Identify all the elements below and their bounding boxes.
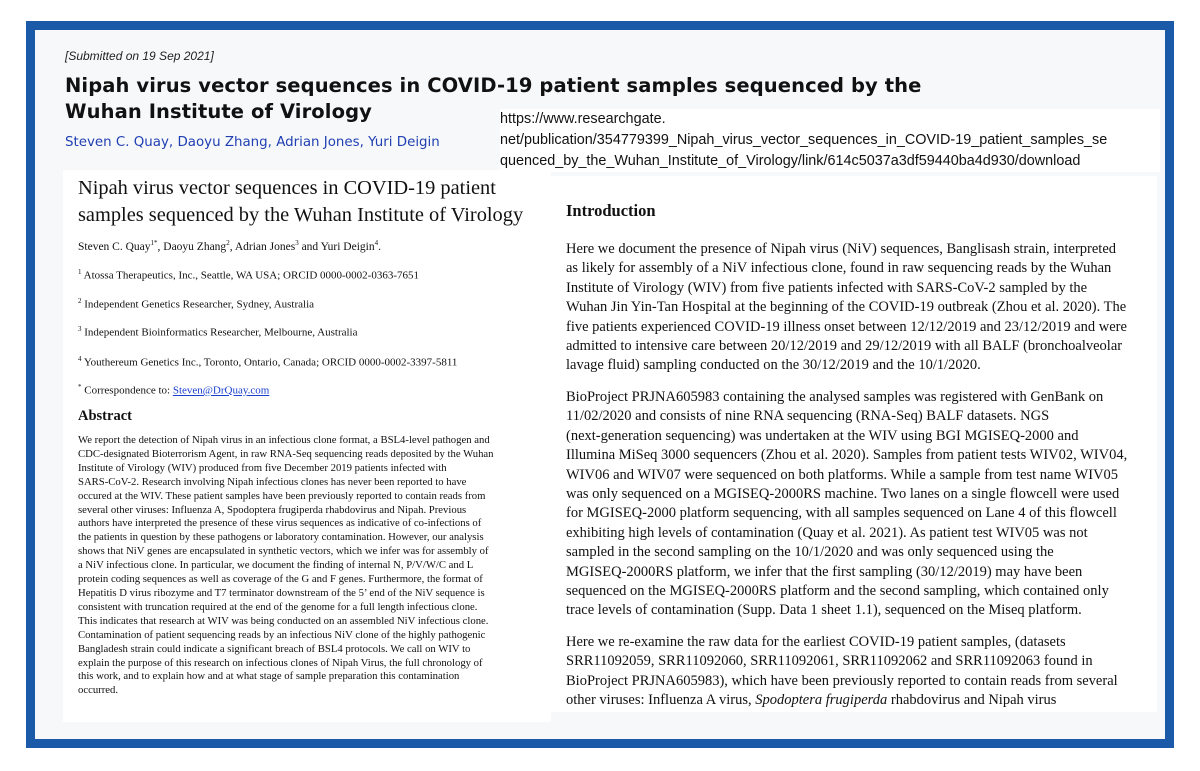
author-link[interactable]: Daoyu Zhang — [177, 135, 268, 150]
correspondence: * Correspondence to: Steven@DrQuay.com — [78, 383, 270, 397]
url-line: https://www.researchgate. — [500, 111, 666, 127]
author-link[interactable]: Steven C. Quay — [65, 135, 169, 150]
url-line: net/publication/354779399_Nipah_virus_vector_sequences_in_COVID-19_patient_samples_se — [500, 132, 1108, 148]
arxiv-authors: Steven C. Quay, Daoyu Zhang, Adrian Jones, Yuri Deigin — [65, 135, 440, 150]
abstract-heading: Abstract — [78, 408, 132, 424]
introduction-heading: Introduction — [566, 201, 656, 220]
affiliation: $^4$ Youthereum Genetics Inc., Toronto, Ontario, Canada; ORCID 0000-0002-3397-5811 — [78, 355, 458, 369]
email-link[interactable]: Steven@DrQuay.com — [172, 384, 270, 397]
author-link[interactable]: Adrian Jones — [276, 135, 360, 150]
affiliation: $^1$ Atossa Therapeutics, Inc., Seattle, WA USA; ORCID 0000-0002-0363-7651 — [78, 268, 420, 282]
intro-paragraph-2: BioProject PRJNA605983 containing the analysed samples was registered with GenBank on 11/02/2020 and consists of nine RNA sequencing (RNA-Seq) BALF datasets. NGS (next-generation sequencing) was undertaken at the WIV using BGI MGISEQ-2000 and Illumina MiSeq 3000 sequencers (Zhou et al. 2020). Samples from patient tests WIV02, WIV04, WIV06 and WIV07 were sequenced on both platforms. While a sample from test name WIV05 was only sequenced on a MGISEQ-2000RS machine. Two lanes on a single flowcell were used for MGISEQ-2000 platform sequencing, with all samples sequenced on Lane 4 of this flowcell exhibiting high levels of contamination (Quay et al. 2021). As patient test WIV05 was not sampled in the second sampling on the 10/1/2020 and was only sequenced using the MGISEQ-2000RS platform, we infer that the first sampling (30/12/2019) may have been sequenced on the MGISEQ-2000RS platform and the second sampling, which contained only trace levels of contamination (Supp. Data 1 sheet 1.1), sequenced on the Miseq platform. — [566, 389, 1128, 619]
paper-authors: Steven C. Quay$^{1*}$, Daoyu Zhang$^2$, Adrian Jones$^3$ and Yuri Deigin$^4$. — [78, 239, 381, 253]
submission-date: [Submitted on 19 Sep 2021] — [65, 49, 214, 63]
affiliation: $^2$ Independent Genetics Researcher, Sydney, Australia — [78, 297, 315, 311]
paper-title: Nipah virus vector sequences in COVID-19 patient samples sequenced by the Wuhan Institute of Virology — [78, 177, 524, 226]
source-url — [500, 109, 1160, 172]
affiliation: $^3$ Independent Bioinformatics Researcher, Melbourne, Australia — [78, 325, 358, 339]
intro-paragraph-3: Here we re-examine the raw data for the earliest COVID-19 patient samples, (datasets SRR11092059, SRR11092060, SRR11092061, SRR11092062 and SRR11092063 found in BioProject PRJNA605983), which have been previously reported to contain reads from several other viruses: Influenza A virus, Spodoptera frugiperda rhabdovirus and Nipah virus — [566, 634, 1118, 709]
abstract-text: We report the detection of Nipah virus in an infectious clone format, a BSL4-level pathogen and CDC-designated Bioterrorism Agent, in raw RNA-Seq sequencing reads deposited by the Wuhan Institute of Virology (WIV) produced from five December 2019 patients infected with SARS-CoV-2. Research involving Nipah infectious clones has never been reported to have occured at the WIV. These patient samples have been previously reported to contain reads from several other viruses: Influenza A, Spodoptera frugiperda rhabdovirus and Nipah. Previous authors have interpreted the presence of these virus sequences as indicative of co-infections of the patients in question by these pathogens or laboratory contamination. However, our analysis shows that NiV genes are encapsulated in synthetic vectors, which we infer was for assembly of a NiV infectious clone. In particular, we document the finding of internal N, P/V/W/C and L protein coding sequences as well as coverage of the G and F genes. Furthermore, the format of Hepatitis D virus ribozyme and T7 terminator downstream of the 5’ end of the NiV sequence is consistent with truncation required at the end of the genome for a full length infectious clone. This indicates that research at WIV was being conducted on an assembled NiV infectious clone. Contamination of patient sequencing reads by an infectious NiV clone of the highly pathogenic Bangladesh strain could indicate a significant breach of BSL4 protocols. We call on WIV to explain the purpose of this research on infectious clones of Nipah Virus, the full chronology of this work, and to explain how and at what stage of sample preparation this contamination occurred. — [78, 434, 494, 697]
author-link[interactable]: Yuri Deigin — [368, 135, 440, 150]
paper-first-page — [63, 170, 551, 722]
url-line: quenced_by_the_Wuhan_Institute_of_Virology/link/614c5037a3df59440ba4d930/download — [500, 153, 1081, 169]
paper-introduction-page — [551, 176, 1157, 712]
arxiv-title: Nipah virus vector sequences in COVID-19 patient samples sequenced by the Wuhan Institute of Virology — [65, 74, 922, 123]
intro-paragraph-1: Here we document the presence of Nipah virus (NiV) sequences, Banglisash strain, interpreted as likely for assembly of a NiV infectious clone, found in raw sequencing reads by the Wuhan Institute of Virology (WIV) from five patients infected with SARS-CoV-2 sampled by the Wuhan Jin Yin-Tan Hospital at the beginning of the COVID-19 outbreak (Zhou et al. 2020). The five patients experienced COVID-19 illness onset between 12/12/2019 and 23/12/2019 and were admitted to intensive care between 20/12/2019 and 29/12/2019 with all BALF (bronchoalveolar lavage fluid) sampling conducted on the 30/12/2019 and the 10/1/2020. — [566, 241, 1127, 374]
